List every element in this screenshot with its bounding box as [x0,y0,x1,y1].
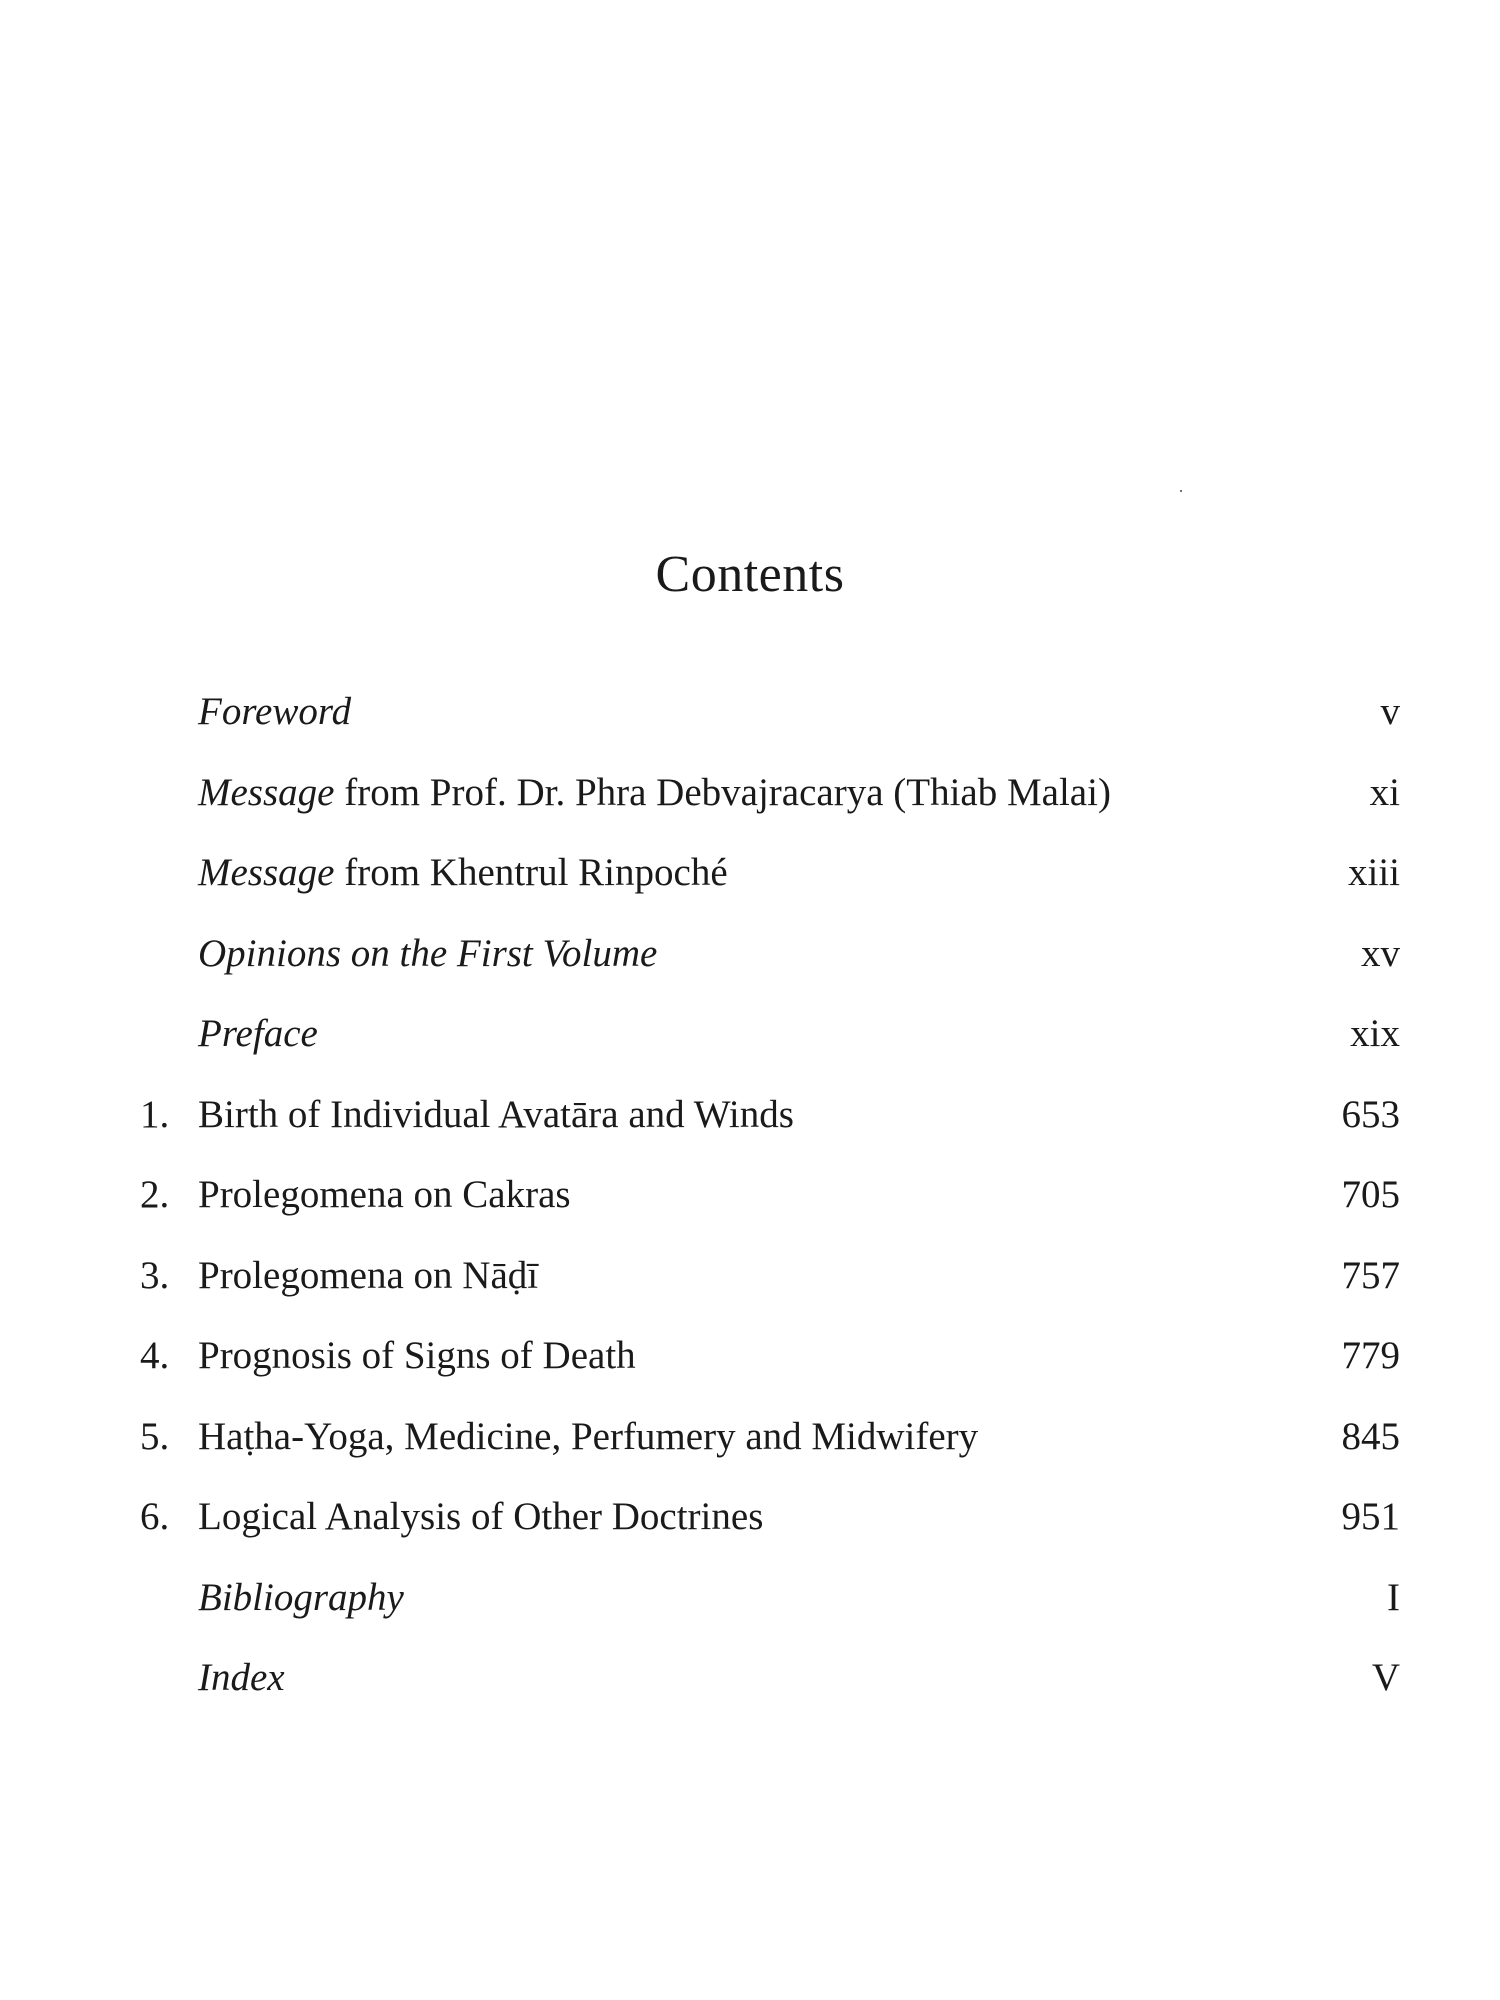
entry-title-italic: Foreword [198,690,352,733]
toc-entry-chapter-6 [0,1485,1500,1566]
entry-title [198,1163,571,1226]
toc-entry-index [0,1646,1500,1727]
entry-title-roman: Birth of Individual Avatāra and Winds [198,1092,794,1136]
scan-speck [1180,490,1182,492]
entry-title [198,761,1111,824]
entry-title [198,1324,636,1387]
entry-title [198,1485,763,1548]
entry-page-number: 653 [1341,1092,1400,1136]
entry-number: 2. [140,1173,170,1216]
entry-title [198,1002,318,1065]
toc-entry-chapter-1 [0,1083,1500,1164]
entry-page-number: 757 [1341,1253,1400,1297]
entry-number: 4. [140,1334,170,1377]
entry-title [198,922,657,985]
toc-entry-preface [0,1002,1500,1083]
entry-title-roman: Prognosis of Signs of Death [198,1334,636,1377]
entry-title [198,1244,538,1307]
entry-title [198,841,728,904]
table-of-contents [0,680,1500,1727]
entry-page-number: 951 [1341,1495,1400,1538]
entry-title-italic: Bibliography [198,1575,404,1619]
entry-title [198,680,351,743]
entry-title-roman: Prolegomena on Nāḍī [198,1253,539,1297]
entry-title [198,1405,978,1468]
toc-entry-opinions [0,922,1500,1003]
entry-title-italic: Preface [198,1012,318,1055]
page-title: Contents [655,546,845,603]
toc-entry-message-debvajracarya [0,761,1500,842]
entry-page-number: I [1387,1575,1400,1619]
entry-title-roman: Logical Analysis of Other Doctrines [198,1495,764,1538]
entry-page-number: V [1371,1656,1400,1699]
entry-page-number: 779 [1341,1334,1400,1377]
entry-page-number: xix [1350,1012,1400,1055]
entry-title-italic: Message [198,851,335,894]
entry-page-number: xiii [1347,851,1400,894]
entry-title [198,1646,285,1709]
entry-page-number: 845 [1341,1414,1400,1458]
entry-title-roman: Prolegomena on Cakras [198,1173,571,1216]
entry-page-number: v [1380,690,1400,733]
entry-number: 6. [140,1495,170,1538]
toc-entry-chapter-3 [0,1244,1500,1325]
entry-number: 5. [140,1414,170,1458]
entry-title-italic: Opinions on the First Volume [198,931,658,975]
entry-title-roman: from Khentrul Rinpoché [334,851,728,894]
toc-entry-chapter-5 [0,1405,1500,1486]
toc-entry-chapter-4 [0,1324,1500,1405]
entry-page-number: xv [1361,931,1400,975]
entry-title-italic: Index [198,1656,285,1699]
entry-page-number: 705 [1341,1173,1400,1216]
entry-number: 3. [140,1253,170,1297]
entry-title-roman: Haṭha-Yoga, Medicine, Perfumery and Midwifery [198,1414,979,1458]
toc-entry-foreword [0,680,1500,761]
entry-number: 1. [140,1092,170,1136]
entry-title-roman: from Prof. Dr. Phra Debvajracarya (Thiab Malai) [334,770,1111,814]
toc-entry-message-khentrul [0,841,1500,922]
entry-title [198,1083,794,1146]
entry-title-italic: Message [198,770,335,814]
entry-page-number: xi [1369,770,1400,814]
toc-entry-chapter-2 [0,1163,1500,1244]
toc-entry-bibliography [0,1566,1500,1647]
entry-title [198,1566,404,1629]
